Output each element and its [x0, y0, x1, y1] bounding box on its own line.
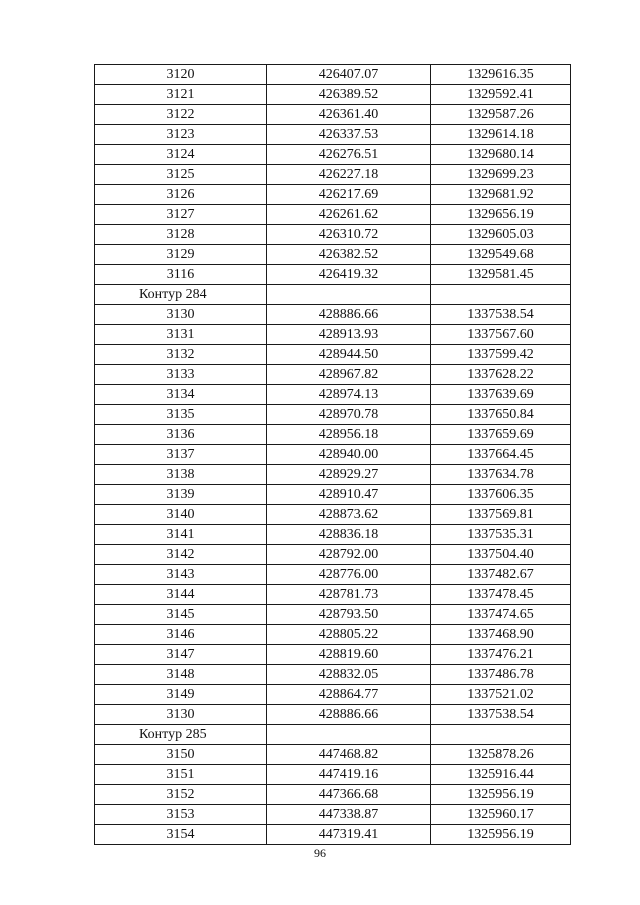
table-row	[95, 445, 571, 465]
point-number-cell: 3146	[95, 625, 267, 645]
y-coordinate-cell: 1329680.14	[431, 145, 571, 165]
table-row	[95, 365, 571, 385]
empty-cell	[267, 725, 431, 745]
x-coordinate-cell: 428836.18	[267, 525, 431, 545]
y-coordinate-cell: 1337538.54	[431, 705, 571, 725]
point-number-cell: 3140	[95, 505, 267, 525]
y-coordinate-cell: 1329699.23	[431, 165, 571, 185]
x-coordinate-cell: 447468.82	[267, 745, 431, 765]
x-coordinate-cell: 428970.78	[267, 405, 431, 425]
point-number-cell: 3148	[95, 665, 267, 685]
x-coordinate-cell: 426217.69	[267, 185, 431, 205]
y-coordinate-cell: 1337634.78	[431, 465, 571, 485]
point-number-cell: 3151	[95, 765, 267, 785]
x-coordinate-cell: 428913.93	[267, 325, 431, 345]
y-coordinate-cell: 1329681.92	[431, 185, 571, 205]
point-number-cell: 3131	[95, 325, 267, 345]
y-coordinate-cell: 1329592.41	[431, 85, 571, 105]
x-coordinate-cell: 447419.16	[267, 765, 431, 785]
table-row	[95, 745, 571, 765]
table-row	[95, 525, 571, 545]
table-row	[95, 305, 571, 325]
point-number-cell: 3123	[95, 125, 267, 145]
table-row	[95, 685, 571, 705]
table-row	[95, 245, 571, 265]
table-row	[95, 545, 571, 565]
table-row	[95, 185, 571, 205]
empty-cell	[431, 725, 571, 745]
point-number-cell: 3152	[95, 785, 267, 805]
point-number-cell: 3133	[95, 365, 267, 385]
table-row	[95, 165, 571, 185]
y-coordinate-cell: 1337535.31	[431, 525, 571, 545]
y-coordinate-cell: 1337538.54	[431, 305, 571, 325]
y-coordinate-cell: 1329549.68	[431, 245, 571, 265]
table-row	[95, 205, 571, 225]
x-coordinate-cell: 447366.68	[267, 785, 431, 805]
point-number-cell: 3149	[95, 685, 267, 705]
y-coordinate-cell: 1337639.69	[431, 385, 571, 405]
point-number-cell: 3153	[95, 805, 267, 825]
empty-cell	[431, 285, 571, 305]
x-coordinate-cell: 426389.52	[267, 85, 431, 105]
y-coordinate-cell: 1329605.03	[431, 225, 571, 245]
table-row	[95, 785, 571, 805]
point-number-cell: 3116	[95, 265, 267, 285]
point-number-cell: 3127	[95, 205, 267, 225]
point-number-cell: 3139	[95, 485, 267, 505]
coordinates-table	[94, 64, 571, 845]
table-row	[95, 805, 571, 825]
x-coordinate-cell: 428832.05	[267, 665, 431, 685]
x-coordinate-cell: 428974.13	[267, 385, 431, 405]
y-coordinate-cell: 1337474.65	[431, 605, 571, 625]
point-number-cell: 3145	[95, 605, 267, 625]
table-row	[95, 505, 571, 525]
point-number-cell: 3132	[95, 345, 267, 365]
table-row	[95, 465, 571, 485]
y-coordinate-cell: 1337606.35	[431, 485, 571, 505]
y-coordinate-cell: 1337482.67	[431, 565, 571, 585]
point-number-cell: 3144	[95, 585, 267, 605]
y-coordinate-cell: 1329587.26	[431, 105, 571, 125]
y-coordinate-cell: 1337476.21	[431, 645, 571, 665]
point-number-cell: 3134	[95, 385, 267, 405]
x-coordinate-cell: 428781.73	[267, 585, 431, 605]
y-coordinate-cell: 1337569.81	[431, 505, 571, 525]
x-coordinate-cell: 426382.52	[267, 245, 431, 265]
table-row	[95, 665, 571, 685]
table-row	[95, 385, 571, 405]
y-coordinate-cell: 1337599.42	[431, 345, 571, 365]
x-coordinate-cell: 426361.40	[267, 105, 431, 125]
table-row	[95, 65, 571, 85]
y-coordinate-cell: 1329616.35	[431, 65, 571, 85]
point-number-cell: 3142	[95, 545, 267, 565]
table-row	[95, 225, 571, 245]
x-coordinate-cell: 426261.62	[267, 205, 431, 225]
point-number-cell: 3128	[95, 225, 267, 245]
x-coordinate-cell: 428944.50	[267, 345, 431, 365]
x-coordinate-cell: 426407.07	[267, 65, 431, 85]
x-coordinate-cell: 428956.18	[267, 425, 431, 445]
point-number-cell: 3147	[95, 645, 267, 665]
x-coordinate-cell: 447338.87	[267, 805, 431, 825]
y-coordinate-cell: 1329614.18	[431, 125, 571, 145]
y-coordinate-cell: 1325960.17	[431, 805, 571, 825]
x-coordinate-cell: 428967.82	[267, 365, 431, 385]
table-row	[95, 585, 571, 605]
section-label: Контур 284	[95, 285, 267, 305]
x-coordinate-cell: 428776.00	[267, 565, 431, 585]
y-coordinate-cell: 1325956.19	[431, 825, 571, 845]
y-coordinate-cell: 1325916.44	[431, 765, 571, 785]
table-row	[95, 85, 571, 105]
point-number-cell: 3126	[95, 185, 267, 205]
y-coordinate-cell: 1325878.26	[431, 745, 571, 765]
y-coordinate-cell: 1337659.69	[431, 425, 571, 445]
x-coordinate-cell: 428886.66	[267, 705, 431, 725]
y-coordinate-cell: 1337664.45	[431, 445, 571, 465]
coordinates-table-body	[95, 65, 571, 845]
x-coordinate-cell: 428793.50	[267, 605, 431, 625]
table-row	[95, 405, 571, 425]
y-coordinate-cell: 1325956.19	[431, 785, 571, 805]
x-coordinate-cell: 426310.72	[267, 225, 431, 245]
table-row	[95, 605, 571, 625]
y-coordinate-cell: 1337486.78	[431, 665, 571, 685]
table-row	[95, 625, 571, 645]
point-number-cell: 3136	[95, 425, 267, 445]
y-coordinate-cell: 1337504.40	[431, 545, 571, 565]
x-coordinate-cell: 428929.27	[267, 465, 431, 485]
point-number-cell: 3141	[95, 525, 267, 545]
table-row	[95, 705, 571, 725]
y-coordinate-cell: 1337650.84	[431, 405, 571, 425]
x-coordinate-cell: 426276.51	[267, 145, 431, 165]
point-number-cell: 3143	[95, 565, 267, 585]
point-number-cell: 3154	[95, 825, 267, 845]
table-row	[95, 825, 571, 845]
table-row	[95, 565, 571, 585]
point-number-cell: 3121	[95, 85, 267, 105]
x-coordinate-cell: 428910.47	[267, 485, 431, 505]
table-row	[95, 485, 571, 505]
x-coordinate-cell: 447319.41	[267, 825, 431, 845]
point-number-cell: 3137	[95, 445, 267, 465]
point-number-cell: 3130	[95, 705, 267, 725]
y-coordinate-cell: 1337628.22	[431, 365, 571, 385]
point-number-cell: 3130	[95, 305, 267, 325]
point-number-cell: 3125	[95, 165, 267, 185]
table-row	[95, 325, 571, 345]
y-coordinate-cell: 1329656.19	[431, 205, 571, 225]
x-coordinate-cell: 428864.77	[267, 685, 431, 705]
x-coordinate-cell: 428792.00	[267, 545, 431, 565]
x-coordinate-cell: 428819.60	[267, 645, 431, 665]
x-coordinate-cell: 428940.00	[267, 445, 431, 465]
x-coordinate-cell: 428805.22	[267, 625, 431, 645]
section-row	[95, 285, 571, 305]
table-row	[95, 645, 571, 665]
point-number-cell: 3124	[95, 145, 267, 165]
table-row	[95, 105, 571, 125]
section-label: Контур 285	[95, 725, 267, 745]
y-coordinate-cell: 1337478.45	[431, 585, 571, 605]
table-row	[95, 265, 571, 285]
y-coordinate-cell: 1337521.02	[431, 685, 571, 705]
point-number-cell: 3135	[95, 405, 267, 425]
y-coordinate-cell: 1329581.45	[431, 265, 571, 285]
point-number-cell: 3120	[95, 65, 267, 85]
x-coordinate-cell: 428886.66	[267, 305, 431, 325]
page-number: 96	[314, 846, 326, 860]
empty-cell	[267, 285, 431, 305]
point-number-cell: 3150	[95, 745, 267, 765]
x-coordinate-cell: 428873.62	[267, 505, 431, 525]
x-coordinate-cell: 426419.32	[267, 265, 431, 285]
section-row	[95, 725, 571, 745]
y-coordinate-cell: 1337567.60	[431, 325, 571, 345]
table-row	[95, 145, 571, 165]
table-row	[95, 765, 571, 785]
x-coordinate-cell: 426337.53	[267, 125, 431, 145]
point-number-cell: 3129	[95, 245, 267, 265]
x-coordinate-cell: 426227.18	[267, 165, 431, 185]
point-number-cell: 3138	[95, 465, 267, 485]
table-row	[95, 125, 571, 145]
table-row	[95, 345, 571, 365]
y-coordinate-cell: 1337468.90	[431, 625, 571, 645]
point-number-cell: 3122	[95, 105, 267, 125]
table-row	[95, 425, 571, 445]
